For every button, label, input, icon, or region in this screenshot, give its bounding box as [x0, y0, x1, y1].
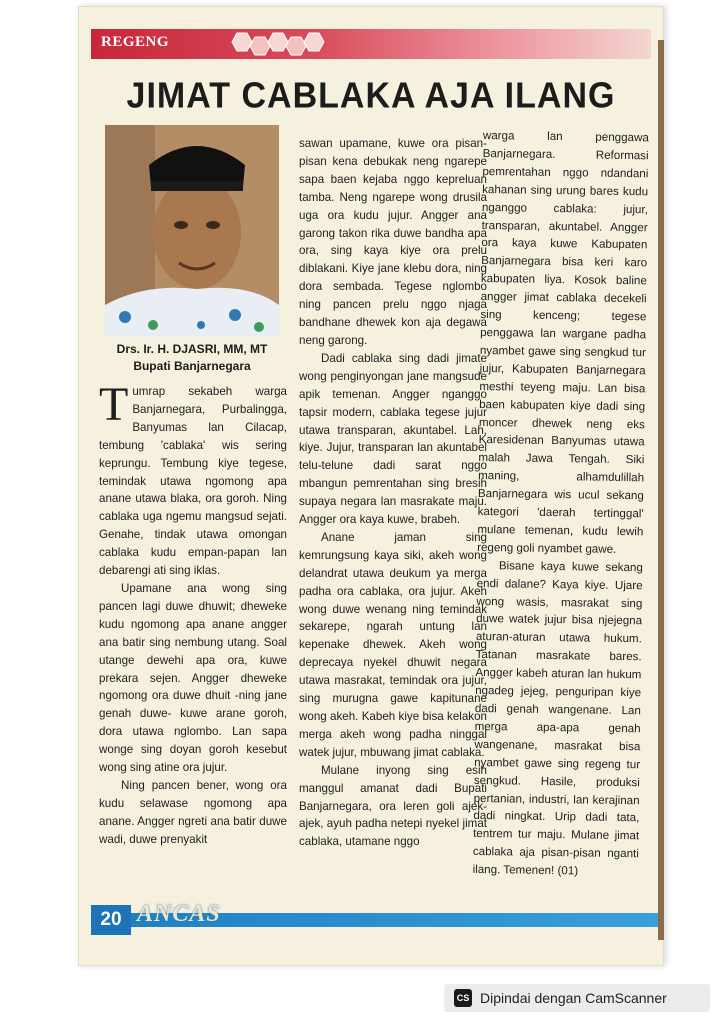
hexagon-decoration-icon [229, 31, 339, 57]
article-column-1 [99, 378, 287, 849]
camscanner-label: Dipindai dengan CamScanner [480, 990, 667, 1006]
magazine-logo: ANCAS [137, 901, 221, 927]
paragraph: sawan upamane, kuwe ora pisan-pisan kena debukak neng ngarepe sapa baen kejaba nggo kepreluan tamba. Neng ngarepe wong drusila uga ora kudu jujur. Angger ana garong takon rika duwe bandha apa ora, sing kaya kiye ora prelu diblakani. Kiye jane klebu dora, ning dora sembada. Tegese nglombo ning pancen prelu nggo njaga bandhane dhewek kon aja degawa neng garong. [299, 137, 487, 347]
paragraph: Mulane inyong sing esih manggul amanat dadi Bupati Banjarnegara, ora leren goli ajek-ajek, ayuh padha netepi nyekel jimat cablaka, utamane nggo [299, 763, 487, 849]
page-edge [658, 40, 664, 940]
page-number: 20 [91, 905, 131, 935]
rubric-label: REGENG [101, 34, 170, 50]
drop-cap: T [99, 378, 129, 431]
portrait-photo [105, 125, 279, 337]
article-headline: JIMAT CABLAKA AJA ILANG [126, 76, 616, 116]
paragraph: Bisane kaya kuwe sekang endi dalane? Kaya kiye. Ujare wong wasis, masrakat sing duwe watek jujur bisa njejegna aturan-aturan utawa hukum. Tatanan masrakate bares. Angger kabeh aturan lan hukum ngadeg jejeg, penguripan kiye dadi genah wangenane. Lan merga apa-apa genah wangenane, masrakat bisa nyambet gawe sing regeng tur sengkud. Hasile, produksi pertanian, industri, lan kerajinan dadi ningkat. Urip dadi tata, tentrem tur maju. Mulane jimat cablaka aja pisan-pisan nganti ilang. Temenen! (01) [472, 559, 643, 878]
paragraph: warga lan penggawa Banjarnegara. Reformasi pemrentahan nggo ndandani kahanan sing urung bares kudu nganggo cablaka: jujur, transparan, akuntabel. Angger ora kaya kuwe Kabupaten Banjarnegara bisa keri karo kabupaten liya. Kosok baline angger jimat cablaka decekeli sing kenceng; tegese penggawa lan wargane padha nyambet gawe sing sengkud tur jujur, Kabupaten Banjarnegara mesthi teyeng maju. Lan bisa baen kabupaten kiye dadi sing moncer dhewek neng eks Karesidenan Banyumas utawa malah Jawa Tengah. Siki maning, alhamdulillah Banjarnegara wis ucul sekang kategori 'daerah tertinggal' mulane temenan, kudu lewih regeng goli nyambet gawe. [477, 128, 649, 556]
camscanner-logo-icon: CS [454, 989, 472, 1007]
paragraph: Upamane ana wong sing pancen lagi duwe dhuwit; dheweke kudu ngomong apa anane angger ana batir sing nembung utang. Soal utange dewehi apa ora, kuwe prekara sejen. Angger dheweke ngomong ora duwe dhuit -ning jane genah duwe- kuwe arane goroh, dora utawa nglombo. Lan sapa wonge sing doyan goroh kesebut wong sing atine ora jujur. [99, 581, 287, 775]
paragraph: umrap sekabeh warga Banjarnegara, Purbalingga, Banyumas lan Cilacap, tembung 'cablaka' wis sering keprungu. Tembung kiye tegese, temindak utawa ngomong apa anane utawa blaka, ora goroh. Ning cablaka uga ngemu mangsud sejati. Genahe, tindak utawa omongan cablaka kudu empan-papan lan debarengi ati sing iklas. [99, 385, 287, 578]
rubric-bar [91, 29, 651, 59]
camscanner-watermark [444, 984, 710, 1012]
caption-title: Bupati Banjarnegara [133, 359, 251, 373]
article-column-2 [299, 135, 487, 851]
paragraph: Dadi cablaka sing dadi jimate wong penginyongan jane mangsude apik temenan. Angger nganggo tapsir modern, cablaka tegese jujur utawa transparan, akuntabel. Lah, kiye. Jujur, transparan lan akuntabel telu-telune dadi sarat nggo mbangun pemrentahan sing bresih supaya negara lan masrakate maju. Angger ora kaya kuwe, brabeh. [299, 351, 487, 527]
paragraph: Ning pancen bener, wong ora kudu selawase ngomong apa anane. Angger ngreti ana batir duwe wadi, duwe prenyakit [99, 778, 287, 846]
caption-name: Drs. Ir. H. DJASRI, MM, MT [116, 342, 268, 356]
paragraph: Anane jaman sing kemrungsung kaya siki, akeh wong delandrat utawa deukum ya merga padha ora cablaka, ora jujur. Akeh wong duwe wenang ning temindak sekarepe, ngarah untung lan kepenake dhewek. Akeh wong deprecaya nyekel dhuwit negara utawa masrakat, temindak ora jujur, sing murugna gawe kapitunane wong akeh. Kabeh kiye bisa kelakon merga akeh wong padha ninggal watek jujur, mbuwang jimat cablaka. [299, 530, 487, 759]
photo-caption [99, 341, 285, 375]
magazine-page [78, 6, 664, 966]
article-column-3 [472, 127, 648, 881]
